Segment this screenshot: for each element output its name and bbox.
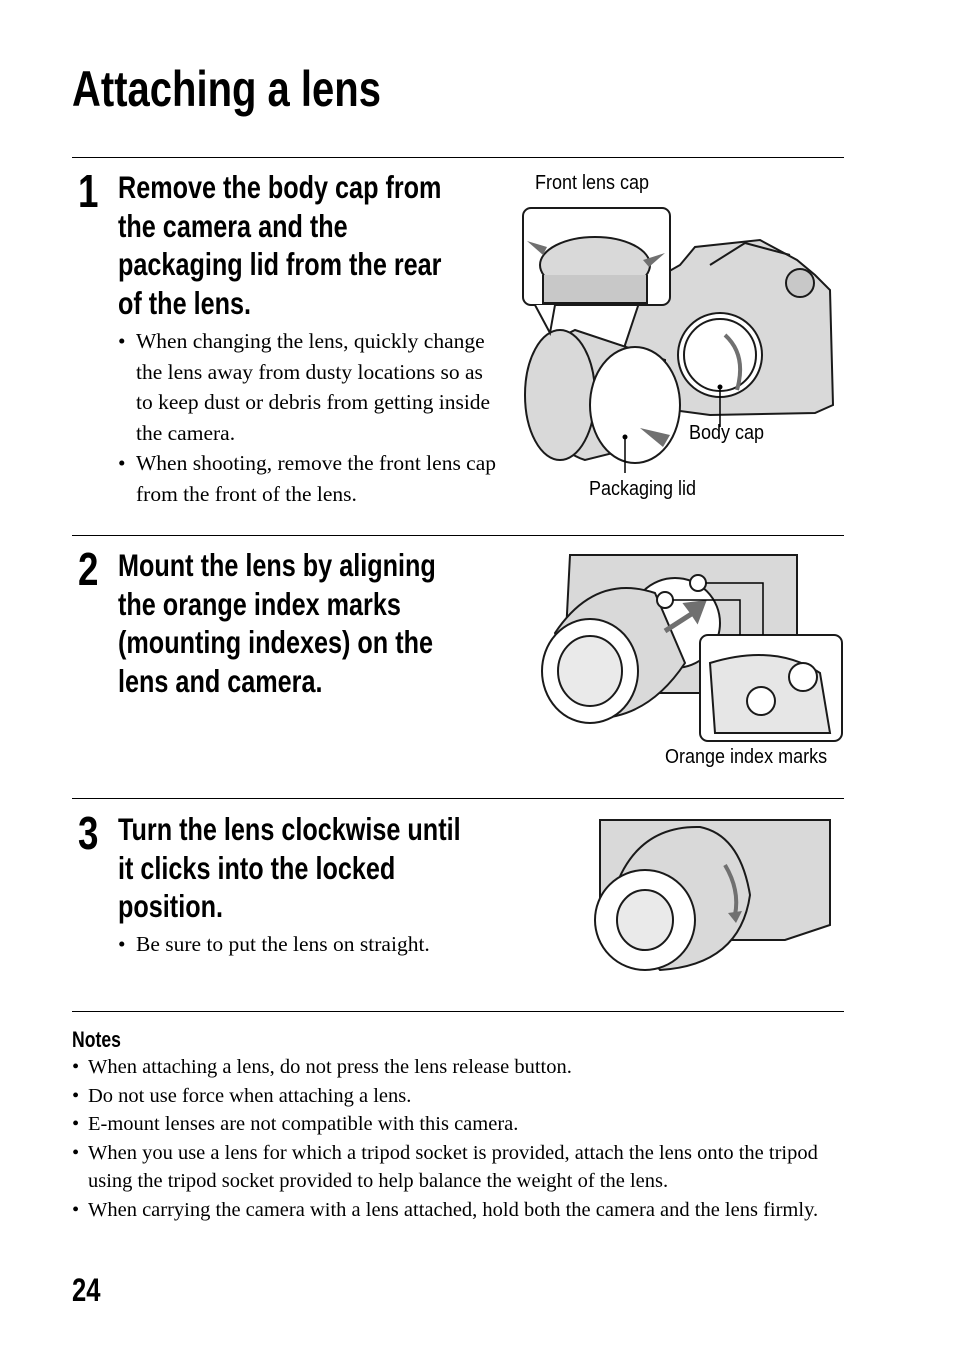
step-1-heading-line: of the lens.	[118, 284, 252, 321]
list-item: • When shooting, remove the front lens cap from the front of the lens.	[118, 448, 498, 509]
step-3-number: 3	[78, 807, 99, 859]
step-2-heading-line: lens and camera.	[118, 662, 323, 699]
step-3-heading-line: position.	[118, 888, 223, 925]
label-front-lens-cap: Front lens cap	[535, 172, 650, 194]
step-2-heading	[118, 546, 515, 700]
lens-glass-shape	[558, 636, 622, 706]
index-mark-icon	[690, 575, 706, 591]
step-2-heading-line: the orange index marks	[118, 585, 401, 622]
body-cap-inner-shape	[684, 319, 756, 391]
index-mark-icon	[657, 592, 673, 608]
leader-dot	[623, 435, 628, 440]
section-divider	[72, 157, 844, 158]
notes-title: Notes	[72, 1027, 121, 1052]
list-item: • Be sure to put the lens on straight.	[118, 929, 498, 960]
callout-pointer	[535, 305, 555, 333]
camera-dial-shape	[786, 269, 814, 297]
lens-front-barrel-shape	[543, 275, 647, 303]
section-divider	[72, 798, 844, 799]
lens-glass-shape	[617, 890, 673, 950]
label-body-cap: Body cap	[689, 422, 765, 444]
notes-list	[72, 1053, 844, 1225]
list-item: • When attaching a lens, do not press the lens release button.	[72, 1053, 844, 1082]
step-3-bullets	[118, 929, 498, 960]
list-item: • Do not use force when attaching a lens.	[72, 1082, 844, 1111]
label-orange-index-marks: Orange index marks	[665, 746, 828, 768]
list-item: • When carrying the camera with a lens attached, hold both the camera and the lens firmly.	[72, 1196, 844, 1225]
page-title: Attaching a lens	[72, 61, 381, 117]
step-1-heading	[118, 168, 522, 322]
list-item: • When changing the lens, quickly change the lens away from dusty locations so as to keep dust or debris from getting inside the camera.	[118, 326, 498, 448]
packaging-lid-shape	[590, 347, 680, 463]
step-2-illustration	[535, 553, 845, 745]
step-3-heading-line: it clicks into the locked	[118, 849, 396, 886]
section-divider	[72, 1011, 844, 1012]
step-2-heading-line: (mounting indexes) on the	[118, 624, 433, 661]
step-2-heading-line: Mount the lens by aligning	[118, 547, 436, 583]
list-item: • When you use a lens for which a tripod socket is provided, attach the lens onto the tripod using the tripod socket provided to help balance the weight of the lens.	[72, 1139, 844, 1196]
step-1-bullets	[118, 326, 498, 509]
step-3-illustration	[590, 815, 835, 975]
section-divider	[72, 535, 844, 536]
index-mark-icon	[747, 687, 775, 715]
step-1-illustration	[515, 165, 845, 510]
step-1-number: 1	[78, 165, 99, 217]
page-number: 24	[72, 1272, 101, 1308]
label-packaging-lid: Packaging lid	[589, 478, 697, 500]
step-2-number: 2	[78, 543, 99, 595]
leader-dot	[718, 385, 723, 390]
lens-rear-shape	[525, 330, 595, 460]
step-3-heading-line: Turn the lens clockwise until	[118, 811, 461, 847]
step-3-heading	[118, 810, 546, 926]
list-item: • E-mount lenses are not compatible with this camera.	[72, 1110, 844, 1139]
step-1-heading-line: Remove the body cap from	[118, 169, 442, 205]
step-1-heading-line: packaging lid from the rear	[118, 246, 442, 283]
step-1-heading-line: the camera and the	[118, 207, 348, 244]
index-mark-icon	[789, 663, 817, 691]
